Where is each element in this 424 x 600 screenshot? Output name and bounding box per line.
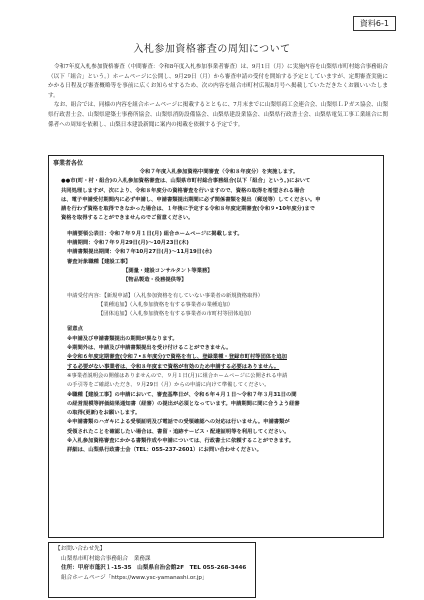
receipt-item: 【団体追加】（入札参加資格を有する事業者の市町村等団体追加）: [98, 311, 255, 318]
notice-line: は、電子申請受付期間内に必ず申請し、申請書類提出期間に必ず関係書類を提出（郵送等）してください。申: [61, 196, 321, 203]
notice-line: ●●市(町・村・組合)の入札参加資格審査は、山梨県市町村総合事務組合(以下「組合」という。)において: [61, 178, 311, 185]
schedule-item: 申請期間：令和７年９月29日(月)〜10月23日(木): [67, 240, 189, 247]
schedule-list: [61, 230, 377, 286]
note-line: ※申請書類のハガキによる受領証明及び電話での受領確認への対応は行いません。申請書類が: [67, 419, 290, 426]
schedule-item: 審査対象職種【建設工事】: [67, 258, 131, 265]
notice-line: 資格を取得することができませんのでご留意ください。: [61, 215, 194, 222]
notice-box: [48, 155, 384, 538]
notice-line: 共同処理しますが、次により、令和８年度分の資格審査を行いますので、資格の取得を希望される場合: [61, 187, 305, 194]
note-line: する必要がない事業者は、令和８年度まで資格が有効のため申請する必要はありません。: [67, 363, 280, 370]
note-line: の手引等をご確認いただき、９月29日（月）からの申請に向けて準備してください。: [67, 382, 270, 389]
note-line: ※令和６年度定期審査(令和７•８年度分)で資格を有し、登録業種・登録市町村等団体を追加: [67, 354, 287, 361]
receipt-item: 【新規申請】（入札参加資格を有していない事業者の新規資格取得）: [104, 292, 263, 299]
schedule-item: 【測量・建設コンサルタント等業務】: [123, 267, 213, 274]
contact-title: 【お問い合わせ先】: [55, 546, 106, 552]
notes-title: 留意点: [67, 326, 83, 333]
schedule-item: 申請要領公表日：令和７年９月１日(月) 組合ホームページに掲載します。: [67, 230, 243, 237]
page-title: 入札参加資格審査の周知について: [133, 44, 291, 55]
contact-organization: 山梨県市町村総合事務組合 業務課: [61, 555, 151, 562]
intro-paragraph: 令和7年度入札参加資格審査（中間審査：令和8年度入札参加事業者審査）は、9月1日（月）に実施内容を山梨県市町村総合事務組合（以下「組合」という。）ホームページに公開し、9月29日（月）から審査申請の受付を開始する予定としていますが、定期審査実施にかかる日程及び審査概略等を事前に広くお知らせするため、次の内容を組合市町村広報8月号へ掲載していただきたくお願いいたします。: [48, 64, 388, 99]
notice-box-title: 事業者各位: [53, 160, 84, 167]
note-line: ※事業者説明会の開催はありませんので、９月１日(月)に組合ホームページに公開される申請: [67, 372, 288, 379]
receipt-item: 【業種追加】（入札参加資格を有する事業者の業種追加）: [98, 301, 234, 308]
note-line: 詳細は、山梨県行政書士会（TEL：055-237-2601）にお問い合わせください。: [67, 447, 262, 454]
notice-paragraph: [61, 177, 377, 223]
note-line: ※申請及び申請書類提出の期間が異なります。: [67, 335, 178, 342]
receipt-list: [61, 292, 377, 320]
notice-heading: 令和７年度入札参加資格中間審査（令和８年度分）を実施します。: [139, 169, 299, 175]
note-line: ※職種【建設工事】の申請において、審査基準日が、令和６年４月１日〜令和７年３月31日の間: [67, 391, 297, 398]
schedule-item: 申請書類提出期間：令和７年10月27日(月)〜11月19日(水): [67, 249, 213, 256]
note-line: の取得(更新)をお願いします。: [67, 410, 141, 417]
intro-section: [48, 63, 388, 130]
note-line: の経営規模等評価結果通知書（経審）の提出が必須となっています。申請期間に間に合うよう経審: [67, 400, 300, 407]
notice-line: 請を行わず資格を取得できなかった場合は、１年後に予定する令和８年度定期審査(令和９•10年度分)まで: [61, 206, 315, 213]
note-line: ※期間外は、申請及び申請書類提出を受け付けることができません。: [67, 345, 232, 352]
receipt-label: 申請受付内容：: [67, 292, 105, 299]
notice-box-body: [61, 168, 377, 456]
notes-list: [61, 335, 377, 456]
contact-homepage-link[interactable]: 組合ホームページ「https://www.ysc-yamanashi.or.jp」: [61, 574, 208, 581]
note-line: 受領されたことを確認したい場合は、書留・追跡サービス・配達証明等を利用してください。: [67, 428, 290, 435]
document-id-badge: 資料6-1: [353, 16, 396, 31]
contact-box: [48, 542, 256, 598]
schedule-item: 【物品製造・役務提供等】: [123, 277, 187, 284]
contact-address: 住所：甲府市蓬沢１-15-35 山梨県自治会館2F TEL 055-268-3446: [61, 565, 247, 572]
intro-paragraph: なお、組合では、同様の内容を組合ホームページに掲載するとともに、7月末までに山梨県商工会連合会、山梨県ＬＰガス協会、山梨県行政書士会、山梨県建築士事務所協会、山梨県消防設備協会、山梨県建設業協会、山梨県行政書士会、山梨県電気工事工業組合に関係者への周知を依頼し、山梨日本建設新聞に案内の掲載を依頼する予定です。: [48, 102, 388, 128]
note-line: ※入札参加資格審査にかかる書類作成や申請については、行政書士に依頼することができます。: [67, 438, 295, 445]
